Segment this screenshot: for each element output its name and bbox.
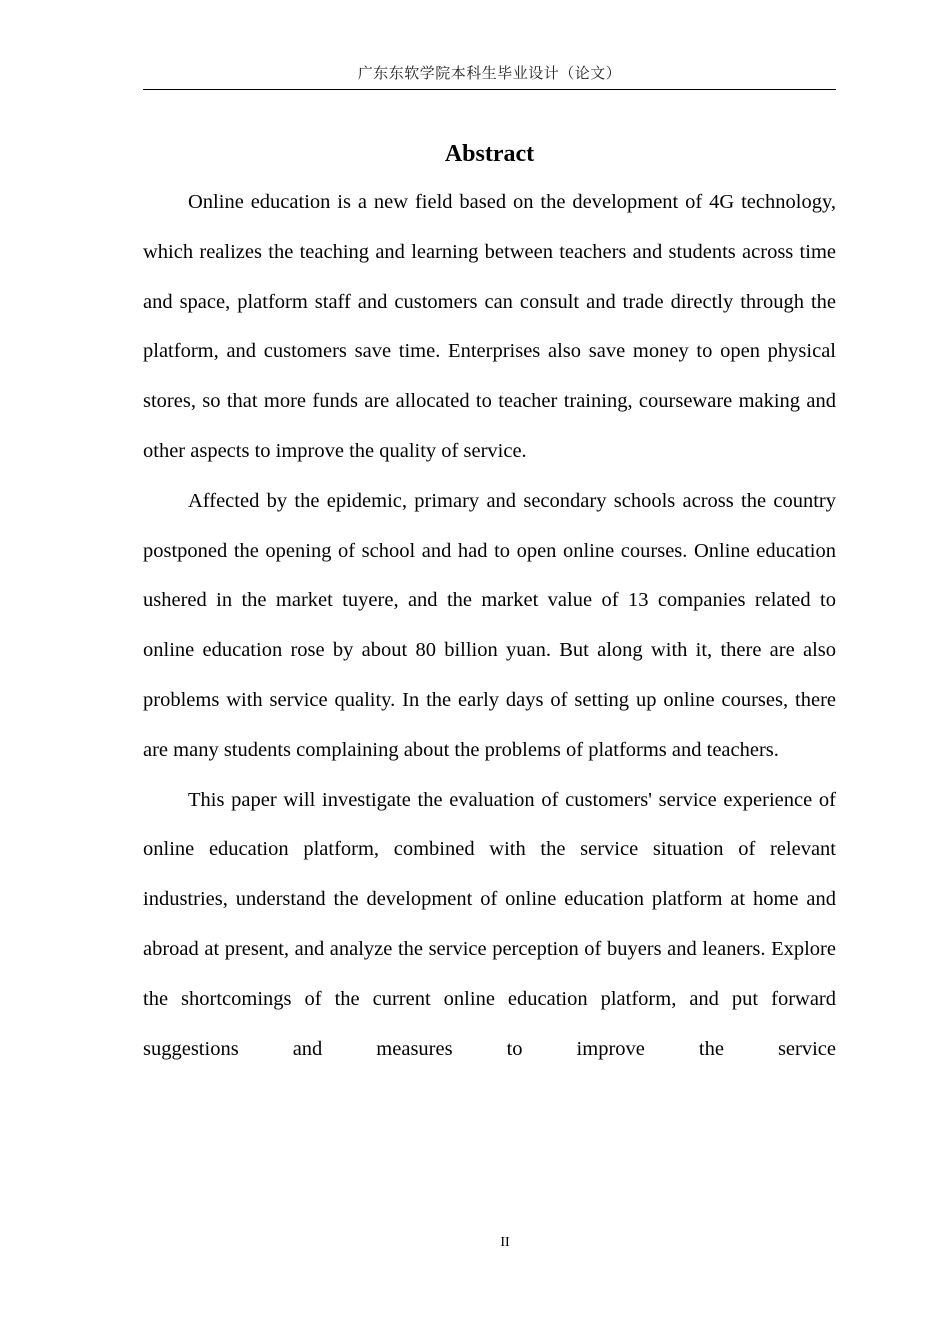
header-rule [143,89,836,90]
page-number: II [500,1235,510,1250]
abstract-body [143,178,836,1074]
abstract-title: Abstract [444,141,535,168]
abstract-paragraph-3: This paper will investigate the evaluation of customers' service experience of online education platform, combined with the service situation of relevant industries, understand the development of online education platform at home and abroad at present, and analyze the service perception of buyers and leaners. Explore the shortcomings of the current online education platform, and put forward suggestions and measures to improve the service [143,788,836,1060]
running-header: 广东东软学院本科生毕业设计（论文） [357,66,622,82]
abstract-paragraph-2: Affected by the epidemic, primary and secondary schools across the country postponed the opening of school and had to open online courses. Online education ushered in the market tuyere, and the market value of 13 companies related to online education rose by about 80 billion yuan. But along with it, there are also problems with service quality. In the early days of setting up online courses, there are many students complaining about the problems of platforms and teachers. [143,489,836,761]
abstract-paragraph-1: Online education is a new field based on the development of 4G technology, which realizes the teaching and learning between teachers and students across time and space, platform staff and customers can consult and trade directly through the platform, and customers save time. Enterprises also save money to open physical stores, so that more funds are allocated to teacher training, courseware making and other aspects to improve the quality of service. [143,191,836,462]
